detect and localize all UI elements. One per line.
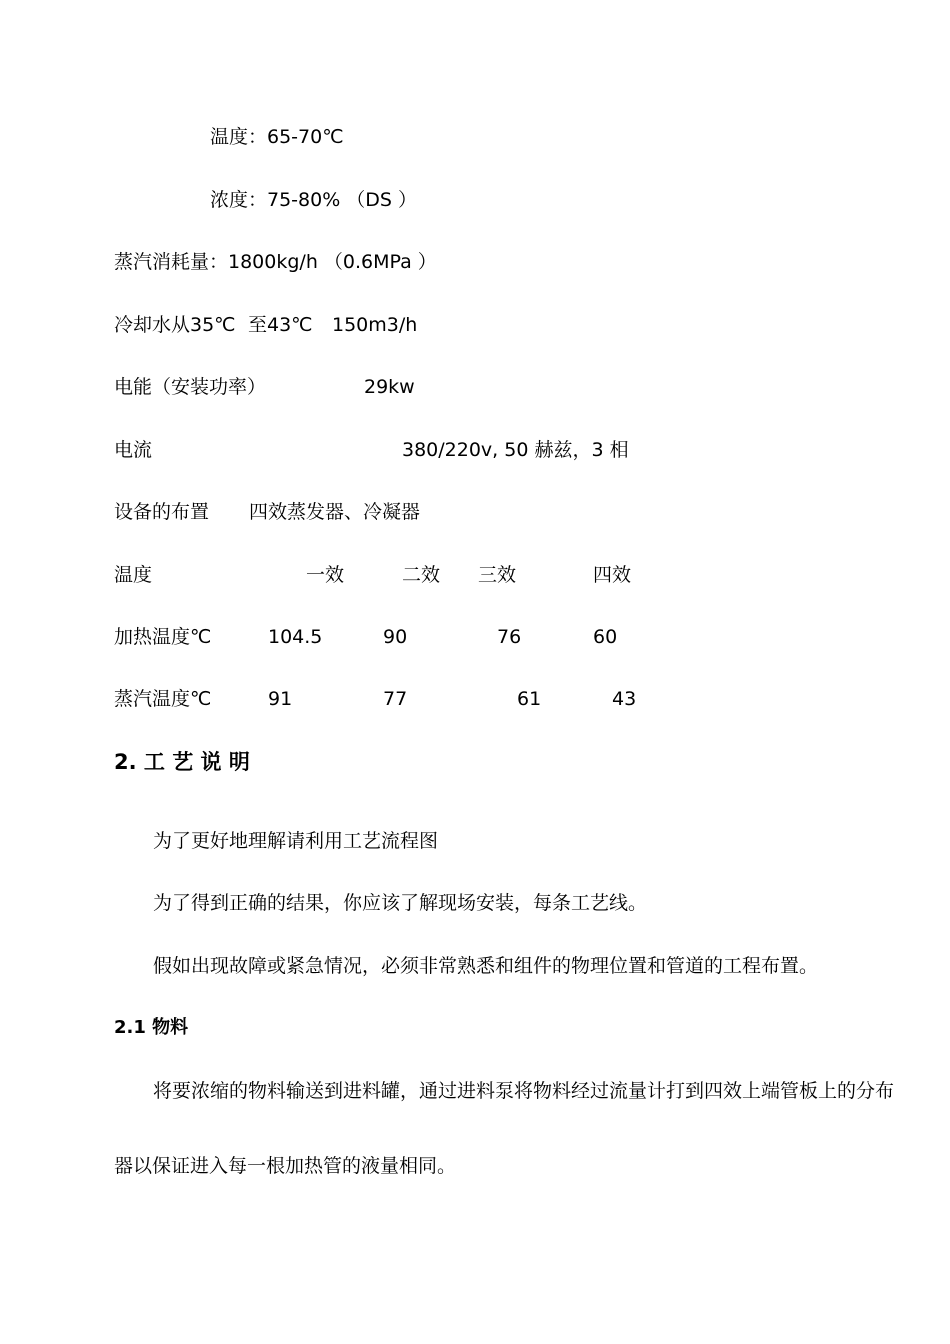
table-cell: 60 xyxy=(593,626,618,648)
spec-concentration: 浓度：75-80% （DS ） xyxy=(210,189,418,211)
table-cell: 61 xyxy=(517,688,542,710)
table-cell: 90 xyxy=(383,626,408,648)
power-label: 电能（安装功率） xyxy=(114,376,267,398)
cooling-water-to: 至43℃ xyxy=(248,314,313,336)
table-cell: 43 xyxy=(612,688,637,710)
table-cell: 76 xyxy=(497,626,522,648)
table-header-cell: 三效 xyxy=(478,564,517,586)
section-2-paragraph: 假如出现故障或紧急情况，必须非常熟悉和组件的物理位置和管道的工程布置。 xyxy=(153,955,819,977)
cooling-water-label: 冷却水从35℃ xyxy=(114,314,236,336)
table-cell: 加热温度℃ xyxy=(114,626,212,648)
section-2-heading: 2. 工 艺 说 明 xyxy=(114,750,250,774)
table-cell: 91 xyxy=(268,688,293,710)
current-value: 380/220v, 50 赫兹，3 相 xyxy=(402,439,629,461)
table-header-cell: 一效 xyxy=(306,564,345,586)
table-header-cell: 二效 xyxy=(402,564,441,586)
section-2-paragraph: 为了更好地理解请利用工艺流程图 xyxy=(153,830,439,852)
current-label: 电流 xyxy=(114,439,153,461)
cooling-water-flow: 150m3/h xyxy=(332,314,418,336)
spec-steam-consumption: 蒸汽消耗量：1800kg/h （0.6MPa ） xyxy=(114,251,437,273)
layout-value: 四效蒸发器、冷凝器 xyxy=(249,501,421,523)
section-2-paragraph: 为了得到正确的结果，你应该了解现场安装，每条工艺线。 xyxy=(153,892,648,914)
section-2-1-paragraph-line2: 器以保证进入每一根加热管的液量相同。 xyxy=(114,1155,457,1177)
table-cell: 104.5 xyxy=(268,626,323,648)
table-cell: 77 xyxy=(383,688,408,710)
section-2-1-heading: 2.1 物料 xyxy=(114,1017,189,1038)
spec-temperature: 温度：65-70℃ xyxy=(210,126,344,148)
table-header-cell: 四效 xyxy=(593,564,632,586)
layout-label: 设备的布置 xyxy=(114,501,210,523)
table-header-cell: 温度 xyxy=(114,564,153,586)
section-2-1-paragraph-line1: 将要浓缩的物料输送到进料罐，通过进料泵将物料经过流量计打到四效上端管板上的分布 xyxy=(153,1080,895,1102)
power-value: 29kw xyxy=(364,376,415,398)
table-cell: 蒸汽温度℃ xyxy=(114,688,212,710)
